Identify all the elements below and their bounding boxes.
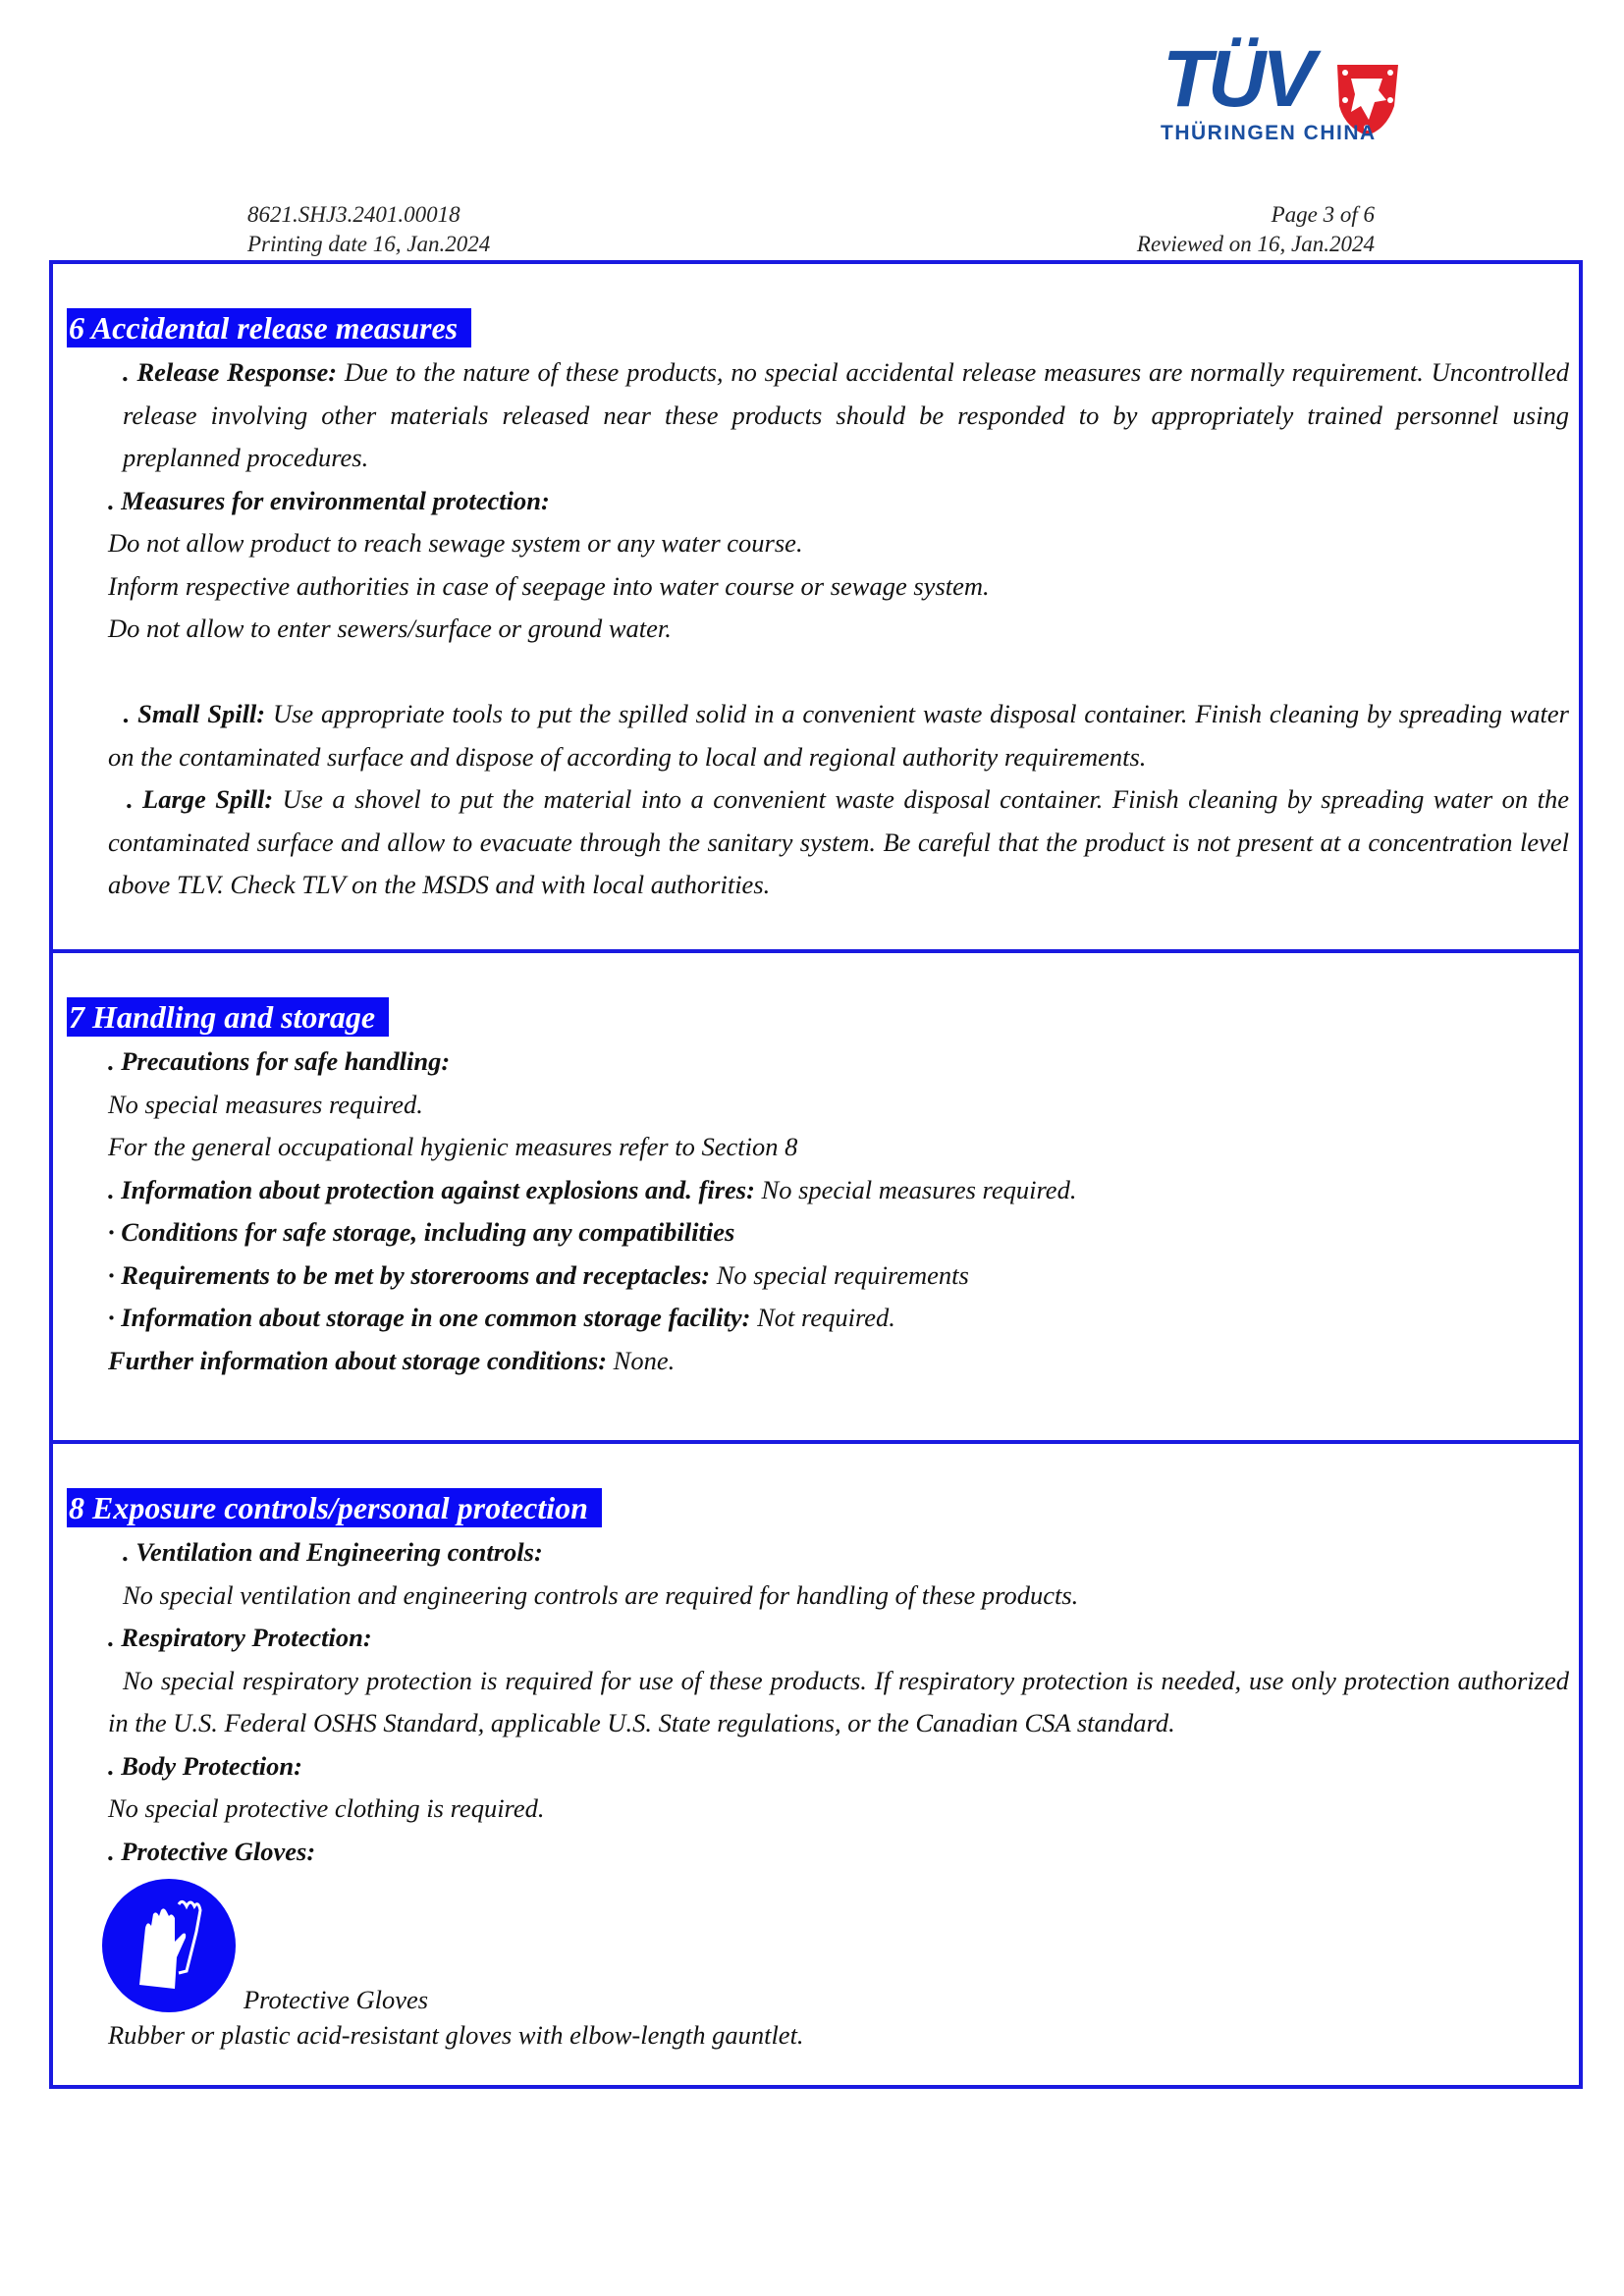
further-info-text: None. [607, 1345, 676, 1375]
document-number: 8621.SHJ3.2401.00018 [247, 202, 460, 227]
storerooms-text: No special requirements [710, 1259, 969, 1290]
small-spill [108, 693, 1569, 778]
large-spill-text: Use a shovel to put the material into a convenient waste disposal container. Finish cleaning by spreading water on the contaminated surface and allow to evacuate through the sanitary system. Be careful that the product is not present at a concentration level above TLV. Check TLV on the MSDS and with local authorities. [108, 784, 1569, 899]
common-storage-text: Not required. [750, 1303, 895, 1332]
explosion-text: No special measures required. [754, 1174, 1077, 1204]
further-info-label: Further information about storage conditions: [108, 1345, 608, 1375]
section-7-body [108, 1041, 1569, 1382]
ventilation-text: No special ventilation and engineering controls are required for handling of these products. [123, 1579, 1079, 1610]
gloves-caption: Protective Gloves [244, 1985, 429, 2014]
gloves-figure [108, 1877, 1569, 2014]
printing-date: Printing date 16, Jan.2024 [247, 232, 491, 256]
precautions-line: No special measures required. [108, 1089, 423, 1119]
explosion-label: . Information about protection against explosions and. fires: [108, 1174, 755, 1204]
section-8-body [108, 1531, 1569, 2057]
precautions-label: . Precautions for safe handling: [108, 1046, 451, 1076]
gloves-text: Rubber or plastic acid-resistant gloves with elbow-length gauntlet. [108, 2020, 804, 2050]
small-spill-text: Use appropriate tools to put the spilled solid in a convenient waste disposal container. Finish cleaning by spreading water on the contaminated surface and dispose of according to local and regional authority requirements. [108, 699, 1569, 772]
large-spill [108, 778, 1569, 907]
large-spill-label: . Large Spill: [126, 784, 274, 814]
body-protection-text: No special protective clothing is required. [108, 1793, 545, 1823]
storerooms-label: · Requirements to be met by storerooms and receptacles: [108, 1259, 711, 1290]
section-divider [53, 1440, 1579, 1444]
release-response-text: Due to the nature of these products, no special accidental release measures are normally requirement. Uncontrolled release involving other materials released near these products should be responded to by appropriately trained personnel using preplanned procedures. [123, 357, 1569, 472]
env-line: Do not allow to enter sewers/surface or ground water. [108, 614, 672, 643]
content-box [49, 260, 1583, 2089]
release-response [108, 351, 1569, 480]
page-number: Page 3 of 6 [1271, 202, 1375, 227]
protective-gloves-icon [100, 1877, 238, 2014]
release-response-label: . Release Response: [123, 357, 338, 387]
small-spill-label: . Small Spill: [123, 699, 266, 728]
respiratory-label: . Respiratory Protection: [108, 1623, 372, 1652]
common-storage-label: · Information about storage in one common storage facility: [108, 1303, 751, 1332]
header-right [1080, 200, 1375, 259]
reviewed-date: Reviewed on 16, Jan.2024 [1136, 232, 1375, 256]
section-divider [53, 949, 1579, 953]
precautions-line: For the general occupational hygienic measures refer to Section 8 [108, 1132, 798, 1161]
env-protection-label [108, 480, 1569, 523]
gloves-label: . Protective Gloves: [108, 1836, 316, 1866]
env-protection-heading: . Measures for environmental protection: [108, 485, 550, 515]
section-6-body [108, 351, 1569, 907]
env-line: Inform respective authorities in case of seepage into water course or sewage system. [108, 570, 990, 601]
header-left [247, 200, 490, 259]
svg-text:TÜV: TÜV [1163, 34, 1312, 124]
conditions-label: · Conditions for safe storage, including any compatibilities [108, 1217, 735, 1247]
section-7-title: 7 Handling and storage [67, 997, 389, 1037]
section-6-title: 6 Accidental release measures [67, 308, 471, 347]
svg-text:THÜRINGEN CHINA: THÜRINGEN CHINA [1161, 122, 1377, 144]
respiratory-text: No special respiratory protection is required for use of these products. If respiratory protection is needed, use only protection authorized in the U.S. Federal OSHS Standard, applicable U.S. State regulations, or the Canadian CSA standard. [108, 1665, 1569, 1737]
body-protection-label: . Body Protection: [108, 1750, 302, 1781]
tuv-thuringen-logo [1159, 29, 1404, 147]
env-line: Do not allow product to reach sewage system or any water course. [108, 528, 803, 558]
section-8-title: 8 Exposure controls/personal protection [67, 1488, 602, 1527]
ventilation-label: . Ventilation and Engineering controls: [123, 1537, 543, 1567]
